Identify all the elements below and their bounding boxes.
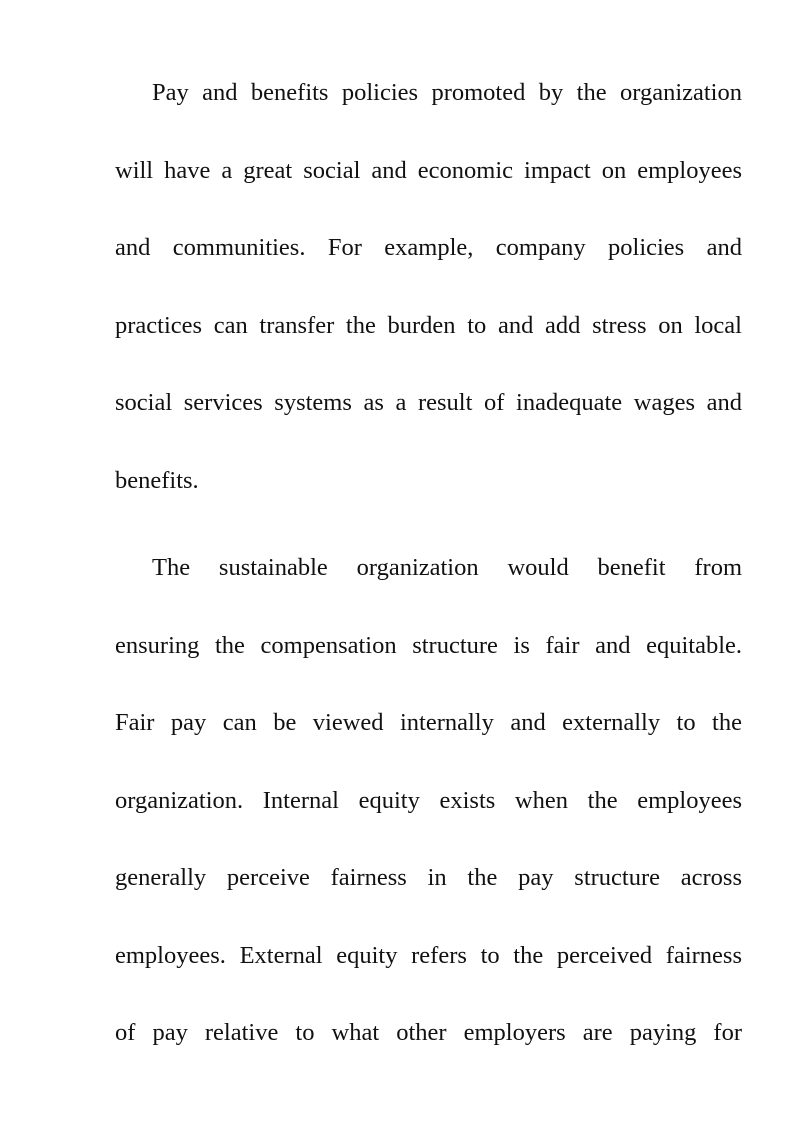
paragraph-2 [115,541,742,1084]
paragraph-line: The sustainable organization would benefit from [152,554,742,581]
paragraph-line: practices can transfer the burden to and add stress on local [115,311,742,339]
paragraph-line: benefits. [115,466,199,494]
paragraph-line: employees. External equity refers to the perceived fairness [115,941,742,969]
paragraph-line: Fair pay can be viewed internally and externally to the [115,709,742,736]
paragraph-line: organization. Internal equity exists when the employees [115,786,742,814]
paragraph-line: Pay and benefits policies promoted by the organization [152,79,742,106]
paragraph-line: of pay relative to what other employers are paying for [115,1019,742,1046]
paragraph-1 [115,66,742,531]
document-body [115,66,742,1084]
paragraph-line: ensuring the compensation structure is fair and equitable. [115,631,742,659]
paragraph-line: and communities. For example, company policies and [115,234,742,261]
paragraph-line: generally perceive fairness in the pay structure across [115,864,742,891]
paragraph-line: social services systems as a result of inadequate wages and [115,389,742,416]
paragraph-line: will have a great social and economic impact on employees [115,156,742,184]
paragraph-spacer [115,531,742,541]
